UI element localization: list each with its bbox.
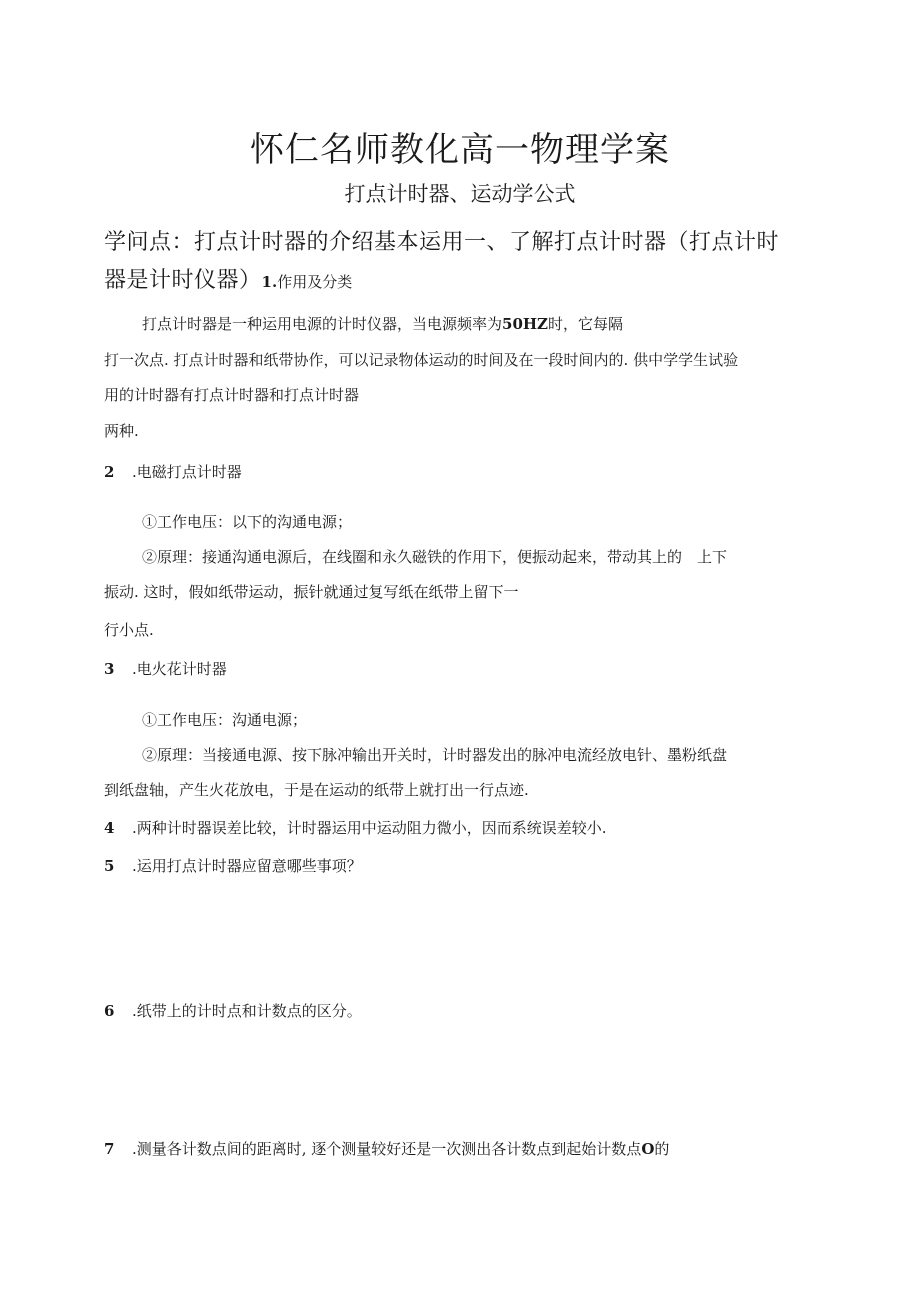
- section2-number: 2: [104, 463, 115, 481]
- section5-text: .运用打点计时器应留意哪些事项？: [132, 857, 362, 875]
- section7: [104, 1139, 669, 1159]
- para1-frequency: 50HZ: [502, 315, 549, 333]
- section2-item2-line1: ②原理：接通沟通电源后，在线圈和永久磁铁的作用下，便振动起来，带动其上的 上下: [142, 548, 728, 566]
- page-title: 怀仁名师教化高一物理学案: [250, 130, 670, 170]
- para1-line1: [142, 314, 623, 334]
- section7-point-o: O: [641, 1140, 655, 1158]
- knowledge-heading-text: 器是计时仪器）: [104, 268, 262, 293]
- section6-number: 6: [104, 1002, 115, 1020]
- section4-number: 4: [104, 819, 115, 837]
- section5-number: 5: [104, 857, 115, 875]
- section4-text: .两种计时器误差比较，计时器运用中运动阻力微小，因而系统误差较小.: [132, 819, 607, 837]
- page-subtitle: 打点计时器、运动学公式: [344, 182, 576, 206]
- section3-number: 3: [104, 660, 115, 678]
- para1-line1-pre: 打点计时器是一种运用电源的计时仪器，当电源频率为: [142, 315, 503, 333]
- section3-title: .电火花计时器: [132, 660, 227, 678]
- knowledge-heading-line1: 学问点：打点计时器的介绍基本运用一、了解打点计时器（打点计时: [104, 230, 780, 255]
- section4: [104, 818, 607, 838]
- para1-line3: 用的计时器有打点计时器和打点计时器: [104, 386, 360, 404]
- section5: [104, 856, 362, 876]
- para1-line2: 打一次点. 打点计时器和纸带协作，可以记录物体运动的时间及在一段时间内的. 供中学学生试验: [104, 351, 739, 369]
- section2-heading: [104, 462, 242, 482]
- section3-item2-line1: ②原理：当接通电源、按下脉冲输出开关时，计时器发出的脉冲电流经放电针、墨粉纸盘: [142, 746, 728, 764]
- section3-item1: ①工作电压：沟通电源；: [142, 711, 308, 729]
- section2-title: .电磁打点计时器: [132, 463, 242, 481]
- section6-text: .纸带上的计时点和计数点的区分。: [132, 1002, 362, 1020]
- section7-number: 7: [104, 1140, 115, 1158]
- section1-number: 1.: [261, 273, 278, 291]
- knowledge-heading-line2: [104, 266, 352, 297]
- section2-item1: ①工作电压：以下的沟通电源；: [142, 513, 353, 531]
- para1-line1-post: 时，它每隔: [548, 315, 624, 333]
- section7-text: .测量各计数点间的距离时, 逐个测量较好还是一次测出各计数点到起始计数点: [132, 1140, 642, 1158]
- section1-label: 作用及分类: [277, 273, 353, 291]
- section2-item2-line3: 行小点.: [104, 621, 154, 639]
- section3-item2-line2: 到纸盘轴，产生火花放电，于是在运动的纸带上就打出一行点迹.: [104, 781, 529, 799]
- section3-heading: [104, 659, 227, 679]
- para1-line4: 两种.: [104, 422, 139, 440]
- section2-item2-line2: 振动. 这时，假如纸带运动，振针就通过复写纸在纸带上留下一: [104, 583, 519, 601]
- section7-text-end: 的: [654, 1140, 670, 1158]
- section6: [104, 1001, 362, 1021]
